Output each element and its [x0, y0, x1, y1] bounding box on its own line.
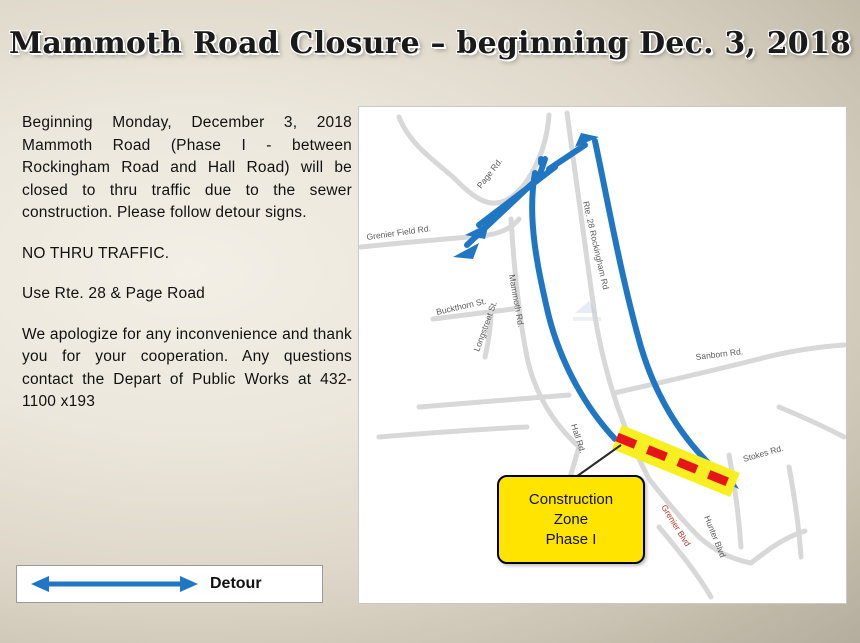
- svg-text:Sanborn Rd.: Sanborn Rd.: [695, 346, 744, 362]
- legend-box: [16, 565, 323, 603]
- title-text: Mammoth Road Closure – beginning Dec. 3, 2018: [8, 26, 852, 61]
- svg-text:Hunter Blvd: Hunter Blvd: [702, 514, 729, 559]
- svg-text:Mammoth Rd.: Mammoth Rd.: [507, 273, 527, 328]
- svg-text:Hall Rd.: Hall Rd.: [569, 422, 588, 455]
- callout-line-1: Construction: [528, 490, 614, 508]
- svg-text:Page Rd.: Page Rd.: [474, 156, 505, 191]
- svg-text:Stokes Rd.: Stokes Rd.: [741, 442, 785, 464]
- callout-line-3: Phase I: [545, 530, 597, 548]
- svg-text:Grenier Field Rd.: Grenier Field Rd.: [365, 223, 432, 242]
- svg-text:Buckthorn St.: Buckthorn St.: [435, 295, 488, 317]
- notice-text-column: [22, 112, 352, 432]
- notice-paragraph-2: NO THRU TRAFFIC.: [22, 244, 170, 262]
- notice-paragraph-3: Use Rte. 28 & Page Road: [22, 285, 205, 302]
- legend-label: Detour: [210, 575, 262, 592]
- svg-text:Rte. 28 Rockingham Rd: Rte. 28 Rockingham Rd: [581, 200, 612, 291]
- notice-paragraph-4: We apologize for any inconvenience and thank you for your cooperation. Any questions contact the Depart of Public Works at 432-1100 x193: [22, 325, 352, 410]
- detour-arrow-icon: [27, 572, 202, 596]
- construction-zone-callout: [497, 475, 645, 564]
- page-title: [0, 26, 860, 61]
- svg-text:Grenier Blvd: Grenier Blvd: [659, 502, 693, 549]
- svg-text:Longstreet St.: Longstreet St.: [471, 299, 499, 353]
- callout-line-2: Zone: [553, 510, 589, 528]
- notice-paragraph-1: Beginning Monday, December 3, 2018 Mammoth Road (Phase I - between Rockingham Road and Hall Road) will be closed to thru traffic due to the sewer construction. Please follow detour signs.: [22, 114, 352, 221]
